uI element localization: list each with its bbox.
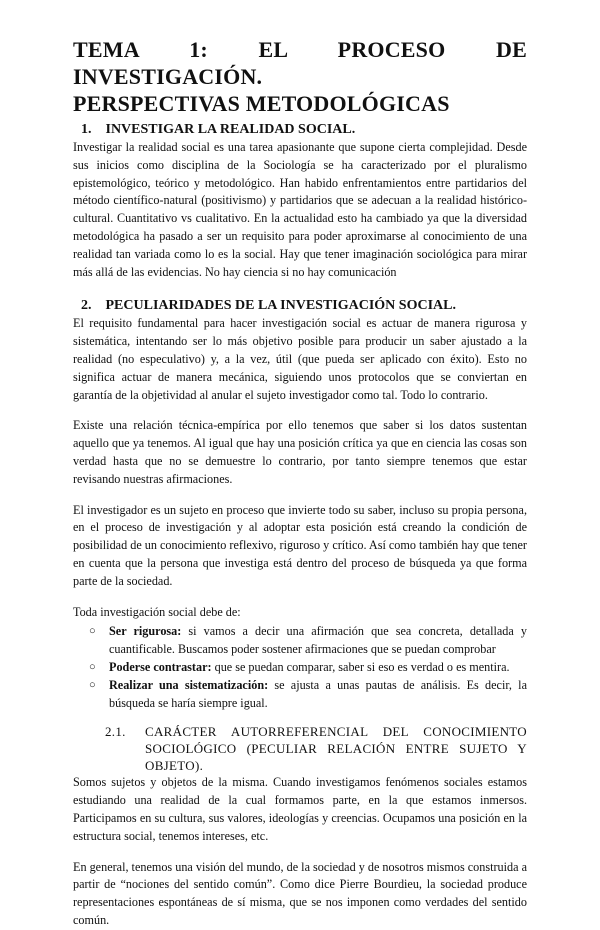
- bullet-icon: ○: [89, 660, 96, 673]
- subsection-2-1-number: 2.1.: [105, 724, 126, 740]
- requirement-text: que se puedan comparar, saber si eso es verdad o es mentira.: [211, 659, 510, 674]
- subsection-2-1-paragraph-2: En general, tenemos una visión del mundo, de la sociedad y de nosotros mismos construida a partir de “nociones del sentido común”. Como dice Pierre Bourdieu, la sociedad produce representaciones espontáneas de sí misma, que se nos imponen como verdades del sentido común.: [73, 859, 527, 927]
- bullet-icon: ○: [89, 678, 96, 691]
- requirements-list: [73, 623, 527, 712]
- list-item: [89, 659, 527, 677]
- section-2-paragraph-3: El investigador es un sujeto en proceso que invierte todo su saber, incluso su propia persona, en el proceso de investigación y al adoptar esta posición está creando la condición de posibilidad de un conocimiento reflexivo, riguroso y crítico. Así como también hay que tener en cuenta que la persona que investiga está dentro del proceso de búsqueda ya que forma parte de la sociedad.: [73, 502, 527, 588]
- requirement-term: Ser rigurosa:: [109, 624, 182, 639]
- requirement-text: se ajusta a unas pautas de análisis. Es decir, la búsqueda se haría siempre igual.: [109, 677, 527, 710]
- title-line-1: TEMA 1: EL PROCESO DE INVESTIGACIÓN.: [73, 37, 527, 89]
- section-2-heading: [73, 297, 527, 315]
- document-title: [73, 36, 527, 117]
- title-line-2: PERSPECTIVAS METODOLÓGICAS: [73, 91, 450, 116]
- list-intro: Toda investigación social debe de:: [73, 604, 241, 619]
- list-item: [89, 677, 527, 713]
- section-2-number: 2.: [81, 298, 92, 314]
- subsection-2-1-paragraph-1: Somos sujetos y objetos de la misma. Cuando investigamos fenómenos sociales estamos estudiando una realidad de la cual formamos parte, en la que estamos inmersos. Participamos en su cultura, sus valores, ideologías y creencias. Ocupamos una posición en la estructura social, tenemos intereses, etc.: [73, 775, 527, 843]
- section-2-title: PECULIARIDADES DE LA INVESTIGACIÓN SOCIAL.: [105, 298, 456, 314]
- requirement-text: si vamos a decir una afirmación que sea concreta, detallada y cuantificable. Buscamos poder sostener afirmaciones que se puedan comprobar: [109, 624, 527, 657]
- requirement-term: Realizar una sistematización:: [109, 677, 269, 692]
- requirement-term: Poderse contrastar:: [109, 659, 212, 674]
- subsection-2-1-title: CARÁCTER AUTORREFERENCIAL DEL CONOCIMIENTO SOCIOLÓGICO (PECULIAR RELACIÓN ENTRE SUJETO Y OBJETO).: [145, 724, 527, 774]
- section-1-title: INVESTIGAR LA REALIDAD SOCIAL.: [105, 122, 356, 137]
- section-2-paragraph-1: El requisito fundamental para hacer investigación social es actuar de manera rigurosa y sistemática, intentando ser lo más objetivo posible para producir un saber ajustado a la realidad (no especulativo) y, a la vez, útil (que pueda ser aplicado con éxito). Esto no significa actuar de manera mecánica, siguiendo unos protocolos que se conviertan en garantía de la objetividad al anular el sujeto investigador como tal. Todo lo contrario.: [73, 316, 527, 402]
- section-1-paragraph: Investigar la realidad social es una tarea apasionante que supone cierta complejidad. Desde sus inicios como disciplina de la Sociología se ha caracterizado por el pluralismo epistemológico, teórico y metodológico. Han habido enfrentamientos entre partidarios del método científico-natural (positivismo) y partidarios que se adecuan a la realidad histórico-cultural. Cuantitativo vs cualitativo. En la actualidad esto ha cambiado ya que la diversidad metodológica ha pasado a ser un requisito para poder aproximarse al conocimiento de una realidad tan variada como lo es la social. Hay que tener imaginación sociológica para mirar más allá de las evidencias. No hay ciencia si no hay comunicación: [73, 140, 527, 279]
- section-1-number: 1.: [81, 122, 92, 137]
- subsection-2-1-heading: [73, 723, 527, 774]
- bullet-icon: ○: [89, 625, 96, 638]
- list-item: [89, 623, 527, 659]
- section-1-heading: [73, 121, 527, 139]
- section-2-paragraph-2: Existe una relación técnica-empírica por ello tenemos que saber si los datos sustentan aquello que ya tenemos. Al igual que hay una posición crítica ya que en ciencia las cosas son verdad hasta que no se demuestre lo contrario, por tanto siempre tenemos que estar revisando nuestras afirmaciones.: [73, 418, 527, 486]
